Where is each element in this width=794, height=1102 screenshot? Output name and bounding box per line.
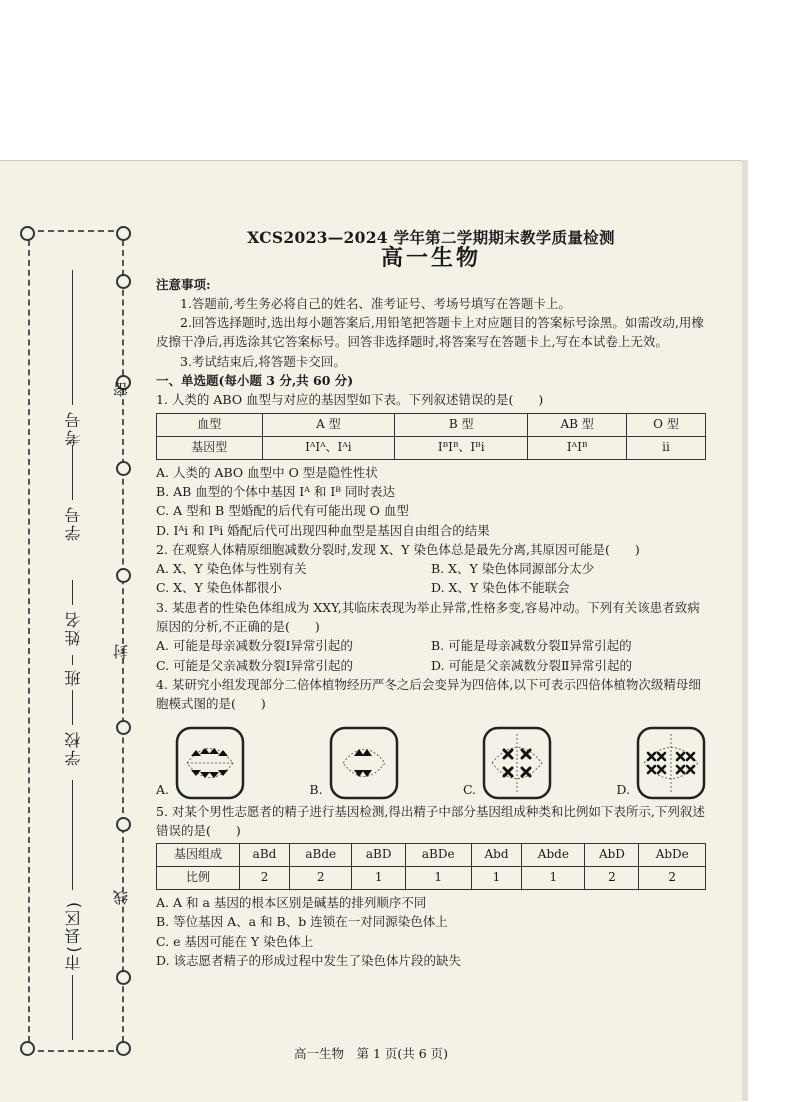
- q1-option-d: D. Iᴬi 和 Iᴮi 婚配后代可出现四种血型是基因自由组合的结果: [156, 522, 490, 538]
- binding-hole: [116, 274, 131, 289]
- q2-options-row-1: [156, 559, 706, 578]
- table-cell: aBd: [240, 844, 290, 867]
- q3-options-row-2: [156, 656, 706, 675]
- q3-option-a: A. 可能是母亲减数分裂Ⅰ异常引起的: [156, 638, 353, 654]
- label-name: 姓名: [64, 610, 83, 646]
- exam-content: [156, 222, 706, 970]
- cell-diagram-a-icon: [175, 726, 245, 800]
- label-exam-no: 考号: [64, 410, 83, 446]
- table-cell: aBDe: [405, 844, 471, 867]
- q2-option-c: C. X、Y 染色体都很小: [156, 580, 282, 596]
- cell-diagram-c-icon: [482, 726, 552, 800]
- table-row: [157, 867, 706, 890]
- seal-char-feng: 封: [112, 644, 130, 659]
- q2-option-b: B. X、Y 染色体同源部分太少: [431, 561, 595, 577]
- label-class: 班: [64, 668, 83, 686]
- q4-choice-a: [156, 726, 245, 800]
- table-cell: AbD: [585, 844, 639, 867]
- binding-hole: [116, 226, 131, 241]
- q4-label-b: B.: [309, 782, 323, 798]
- q4-label-a: A.: [156, 782, 170, 798]
- table-cell: 1: [352, 867, 405, 890]
- table-cell: 2: [240, 867, 290, 890]
- q1-option-b: B. AB 血型的个体中基因 Iᴬ 和 Iᴮ 同时表达: [156, 483, 396, 499]
- q4-cell-diagrams: [156, 716, 706, 800]
- table-cell: ii: [627, 436, 706, 459]
- fill-line-city: [72, 975, 73, 1040]
- q3-option-d: D. 可能是父亲减数分裂Ⅱ异常引起的: [431, 657, 633, 673]
- table-cell: Abd: [471, 844, 522, 867]
- table-cell: aBD: [352, 844, 405, 867]
- table-cell: B 型: [395, 413, 528, 436]
- q2-option-d: D. X、Y 染色体不能联会: [431, 580, 570, 596]
- binding-hole: [116, 970, 131, 985]
- seal-char-mi: 密: [112, 382, 130, 397]
- table-cell: AbDe: [639, 844, 706, 867]
- subject-title: 高一生物: [380, 245, 481, 272]
- cell-diagram-d-icon: [636, 726, 706, 800]
- page-footer: 高一生物 第 1 页(共 6 页): [293, 1046, 449, 1061]
- fill-line-school-top: [72, 780, 73, 890]
- label-number: 学号: [64, 505, 83, 541]
- binding-hole: [116, 568, 131, 583]
- q1-table: [156, 413, 706, 460]
- fill-line-class: [72, 690, 73, 725]
- q1-stem: 1. 人类的 ABO 血型与对应的基因型如下表。下列叙述错误的是( ): [156, 392, 544, 408]
- fill-line-top: [72, 270, 73, 405]
- q2-stem: 2. 在观察人体精原细胞减数分裂时,发现 X、Y 染色体总是最先分离,其原因可能是( ): [156, 541, 640, 557]
- table-cell: aBde: [290, 844, 352, 867]
- q3-option-b: B. 可能是母亲减数分裂Ⅱ异常引起的: [431, 638, 632, 654]
- q5-option-c: C. e 基因可能在 Y 染色体上: [156, 933, 314, 949]
- paper-edge: [742, 160, 748, 1101]
- q4-choice-b: [309, 726, 398, 800]
- q2-options-row-2: [156, 578, 706, 597]
- binding-hole: [116, 817, 131, 832]
- q3-options-row-1: [156, 636, 706, 655]
- table-row: [157, 844, 706, 867]
- notice-item-1: 1.答题前,考生务必将自己的姓名、准考证号、考场号填写在答题卡上。: [180, 295, 571, 311]
- q4-label-d: D.: [616, 782, 630, 798]
- q5-table: [156, 843, 706, 890]
- table-cell: Abde: [522, 844, 585, 867]
- table-cell: 2: [290, 867, 352, 890]
- binding-hole: [20, 226, 35, 241]
- q3-stem: 3. 某患者的性染色体组成为 XXY,其临床表现为举止异常,性格多变,容易冲动。下列有关该患者致病原因的分析,不正确的是( ): [156, 599, 700, 635]
- table-cell: 基因组成: [157, 844, 240, 867]
- q2-option-a: A. X、Y 染色体与性别有关: [156, 561, 307, 577]
- table-cell: 血型: [157, 413, 263, 436]
- fill-line-number: [72, 580, 73, 605]
- q4-label-c: C.: [462, 782, 477, 798]
- table-cell: 1: [405, 867, 471, 890]
- table-cell: 比例: [157, 867, 240, 890]
- table-cell: 基因型: [157, 436, 263, 459]
- q1-option-a: A. 人类的 ABO 血型中 O 型是隐性性状: [156, 464, 378, 480]
- binding-hole: [116, 461, 131, 476]
- table-cell: 2: [639, 867, 706, 890]
- q5-option-d: D. 该志愿者精子的形成过程中发生了染色体片段的缺失: [156, 953, 462, 969]
- table-cell: 1: [522, 867, 585, 890]
- table-row: [157, 436, 706, 459]
- table-cell: IᴮIᴮ、Iᴮi: [395, 436, 528, 459]
- q3-option-c: C. 可能是父亲减数分裂Ⅰ异常引起的: [156, 657, 354, 673]
- label-city: 市(县区): [64, 900, 83, 971]
- q5-option-a: A. A 和 a 基因的根本区别是碱基的排列顺序不同: [156, 895, 427, 911]
- label-school: 学校: [64, 730, 83, 766]
- table-cell: O 型: [627, 413, 706, 436]
- seal-char-xian: 线: [112, 890, 130, 905]
- table-cell: IᴬIᴮ: [528, 436, 627, 459]
- notice-item-2: 2.回答选择题时,选出每小题答案后,用铅笔把答题卡上对应题目的答案标号涂黑。如需改动,用橡皮擦干净后,再选涂其它答案标号。回答非选择题时,将答案写在答题卡上,写在本试卷上无效。: [156, 315, 704, 350]
- table-row: [157, 413, 706, 436]
- section-heading: 一、单选题(每小题 3 分,共 60 分): [156, 373, 354, 389]
- table-cell: AB 型: [528, 413, 627, 436]
- binding-hole: [116, 720, 131, 735]
- fill-line-exam-no: [72, 445, 73, 500]
- q5-option-b: B. 等位基因 A、a 和 B、b 连锁在一对同源染色体上: [156, 914, 448, 930]
- q4-choice-c: [463, 726, 552, 800]
- table-cell: A 型: [262, 413, 394, 436]
- table-cell: IᴬIᴬ、Iᴬi: [262, 436, 394, 459]
- q1-option-c: C. A 型和 B 型婚配的后代有可能出现 O 血型: [156, 503, 409, 519]
- fill-line-name: [72, 655, 73, 665]
- exam-title: XCS2023—2024 学年第二学期期末教学质量检测: [247, 228, 615, 247]
- q5-stem: 5. 对某个男性志愿者的精子进行基因检测,得出精子中部分基因组成种类和比例如下表所示,下列叙述错误的是( ): [156, 803, 705, 838]
- table-cell: 1: [471, 867, 522, 890]
- q4-choice-d: [616, 726, 706, 800]
- table-cell: 2: [585, 867, 639, 890]
- notice-item-3: 3.考试结束后,将答题卡交回。: [180, 353, 346, 369]
- notice-heading: 注意事项:: [156, 276, 211, 292]
- cell-diagram-b-icon: [329, 726, 399, 800]
- q4-stem: 4. 某研究小组发现部分二倍体植物经历严冬之后会变异为四倍体,以下可表示四倍体植物次级精母细胞模式图的是( ): [156, 676, 701, 712]
